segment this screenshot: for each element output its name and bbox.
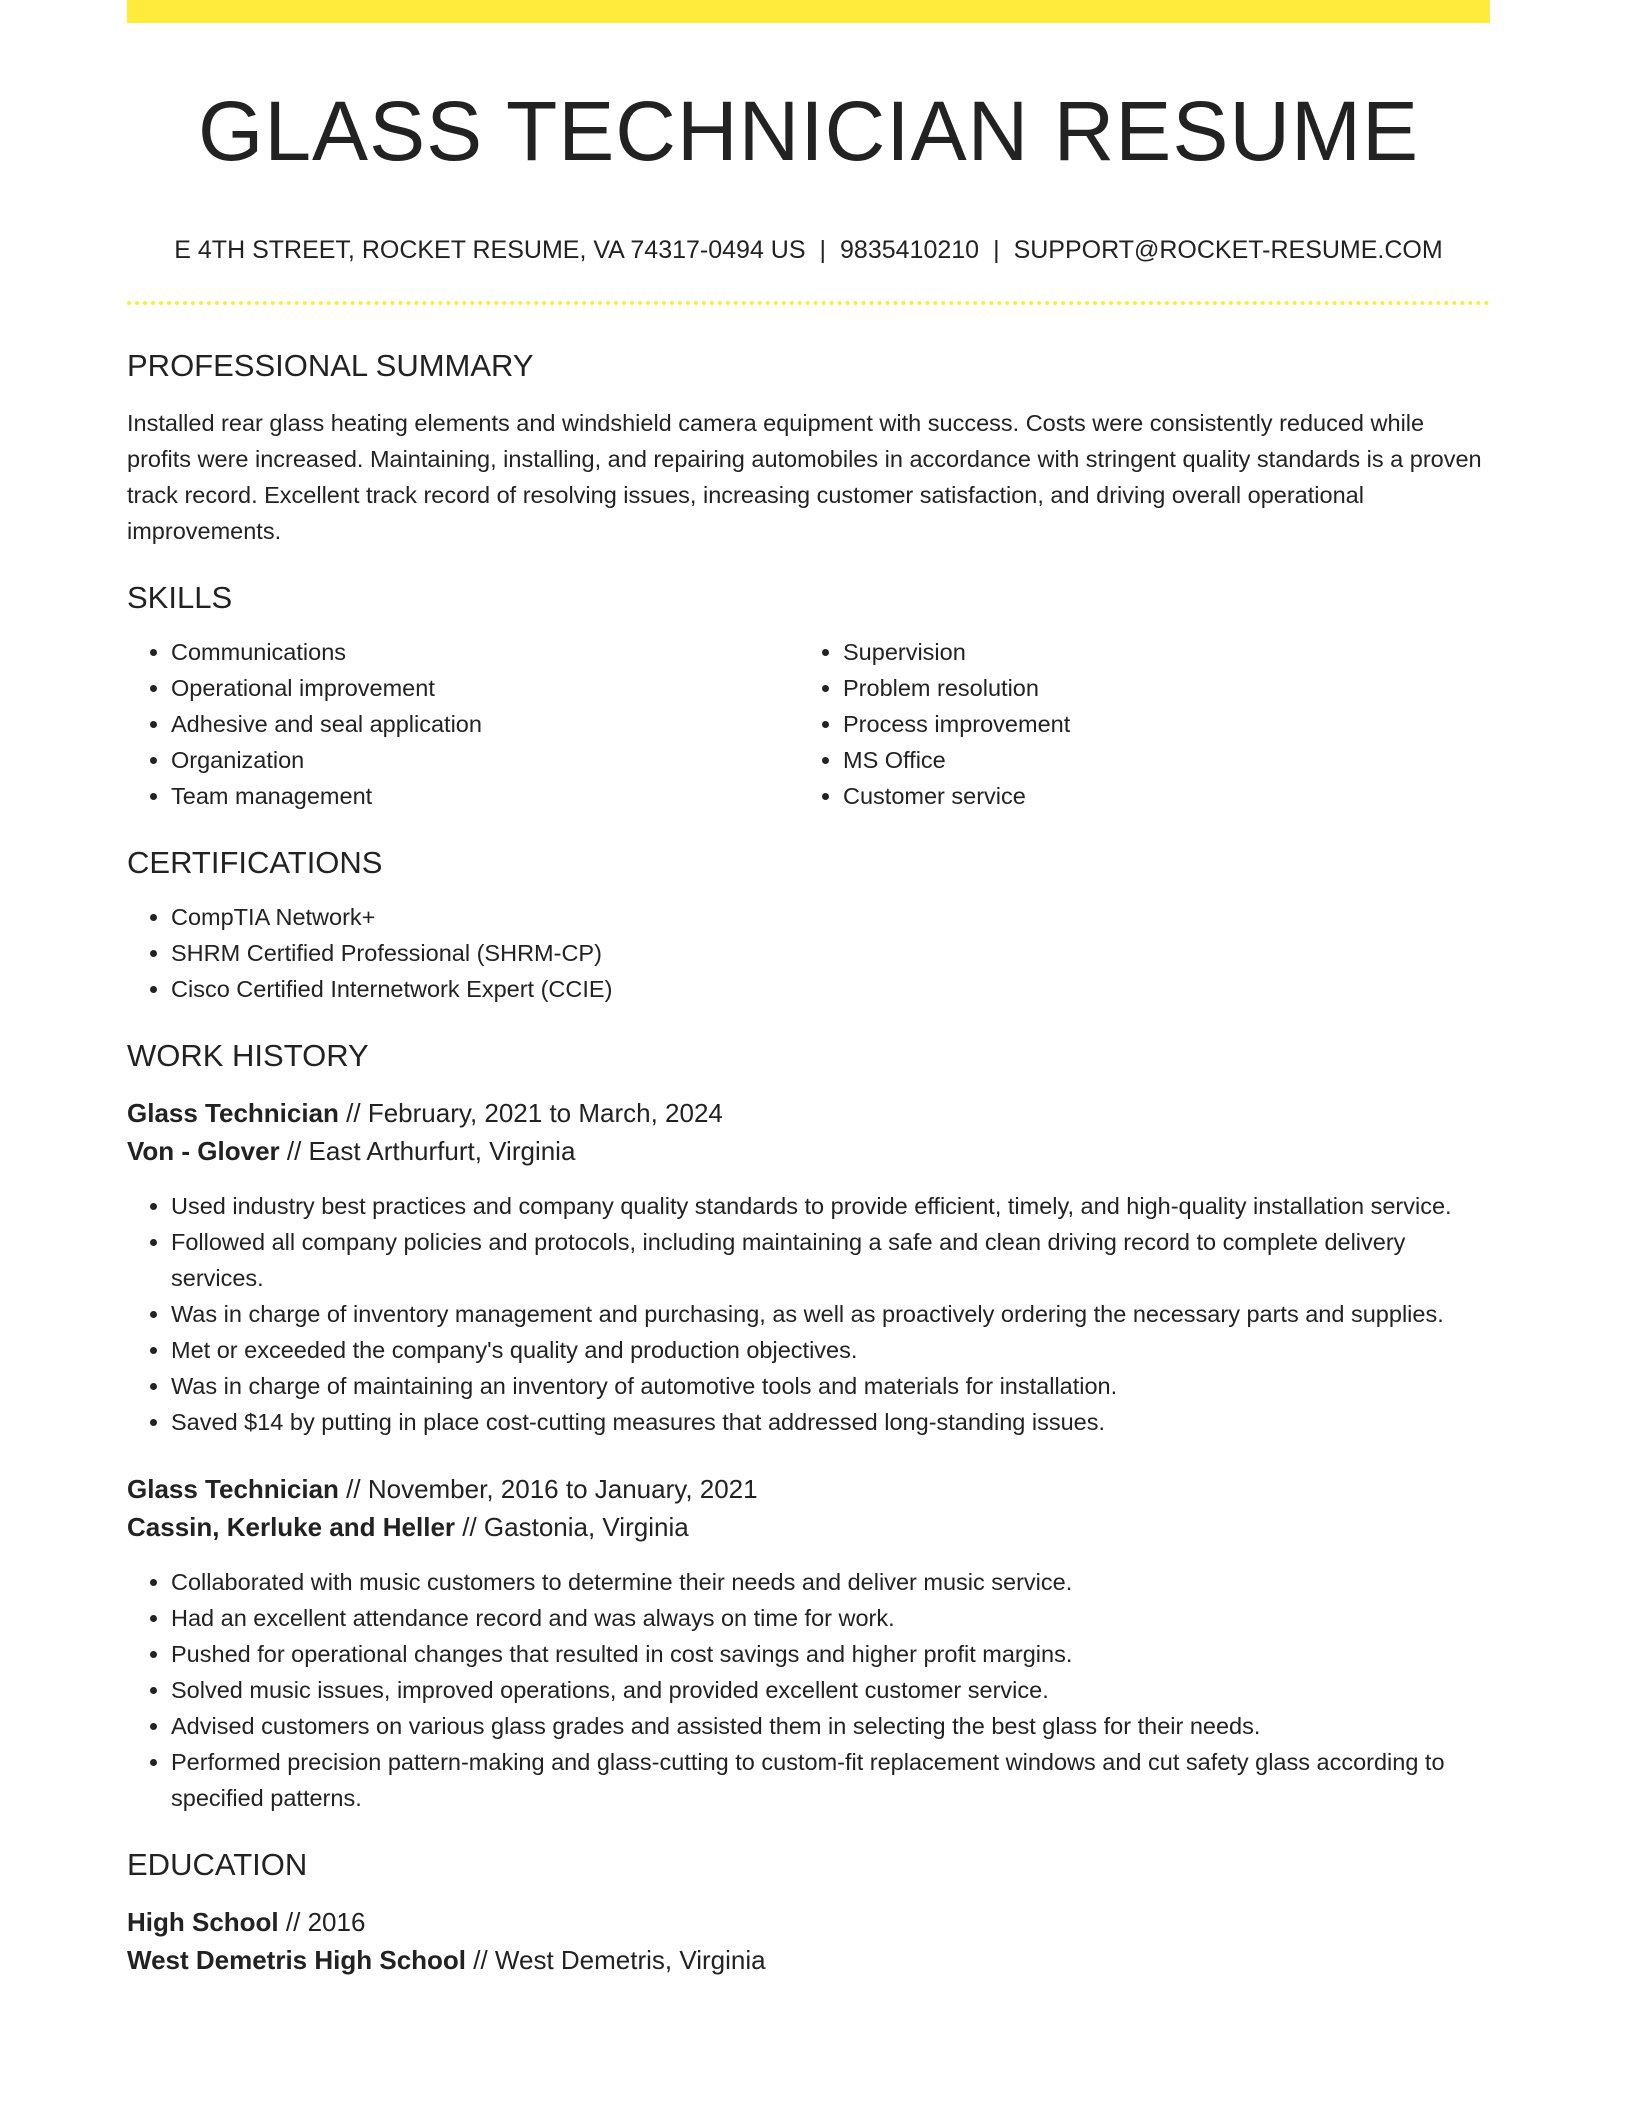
skills-list-left (127, 634, 799, 814)
skill-item: • Organization (171, 742, 799, 778)
education-school-line (127, 1941, 1490, 1979)
job-title: Glass Technician (127, 1474, 339, 1505)
job-title-line (127, 1094, 1490, 1132)
contact-separator: | (819, 236, 827, 265)
job-location: // East Arthurfurt, Virginia (279, 1136, 576, 1167)
education-degree-line (127, 1903, 1490, 1941)
education-year: // 2016 (278, 1907, 366, 1938)
certifications-list (127, 899, 1490, 1007)
summary-heading: PROFESSIONAL SUMMARY (127, 348, 534, 384)
job-bullet: • Performed precision pattern-making and glass-cutting to custom-fit replacement windows and cut safety glass according to specified patterns. (171, 1744, 1490, 1816)
certification-item: • SHRM Certified Professional (SHRM-CP) (171, 935, 1490, 971)
job-bullet: • Followed all company policies and protocols, including maintaining a safe and clean driving record to complete delivery services. (171, 1224, 1490, 1296)
job-company-line (127, 1132, 1490, 1170)
skill-item: • Supervision (843, 634, 1490, 670)
job-dates: // February, 2021 to March, 2024 (338, 1098, 723, 1129)
job-bullet: • Collaborated with music customers to determine their needs and deliver music service. (171, 1564, 1490, 1600)
job-title-line (127, 1470, 1490, 1508)
work-history-heading: WORK HISTORY (127, 1037, 369, 1073)
contact-separator: | (993, 236, 1000, 265)
education-school: West Demetris High School (127, 1945, 467, 1976)
job-company: Von - Glover (127, 1136, 280, 1167)
resume-page (127, 0, 1490, 1979)
skill-item: • Adhesive and seal application (171, 706, 799, 742)
job-title: Glass Technician (127, 1098, 339, 1129)
job-dates: // November, 2016 to January, 2021 (338, 1474, 758, 1505)
job-entry (127, 1470, 1490, 1816)
job-bullet: • Met or exceeded the company's quality and production objectives. (171, 1332, 1490, 1368)
education-heading: EDUCATION (127, 1847, 308, 1883)
skill-item: • Operational improvement (171, 670, 799, 706)
skills-list-right (799, 634, 1490, 814)
certification-item: • Cisco Certified Internetwork Expert (CCIE) (171, 971, 1490, 1007)
skills-heading: SKILLS (127, 579, 233, 615)
education-degree: High School (127, 1907, 279, 1938)
summary-section (127, 347, 1490, 548)
skills-section (127, 579, 1490, 814)
work-history-section (127, 1037, 1490, 1816)
job-header (127, 1094, 1490, 1170)
skills-columns (127, 634, 1490, 814)
skill-item: • Communications (171, 634, 799, 670)
job-bullet: • Had an excellent attendance record and was always on time for work. (171, 1600, 1490, 1636)
job-location: // Gastonia, Virginia (455, 1512, 689, 1543)
job-bullet: • Solved music issues, improved operations, and provided excellent customer service. (171, 1672, 1490, 1708)
job-company: Cassin, Kerluke and Heller (127, 1512, 456, 1543)
contact-phone: 9835410210 (840, 236, 980, 265)
skill-item: • Team management (171, 778, 799, 814)
job-bullet: • Was in charge of inventory management and purchasing, as well as proactively ordering the necessary parts and supplies. (171, 1296, 1490, 1332)
job-bullets (127, 1564, 1490, 1816)
certifications-section (127, 844, 1490, 1007)
skill-item: • Problem resolution (843, 670, 1490, 706)
job-header (127, 1470, 1490, 1546)
contact-email[interactable]: SUPPORT@ROCKET-RESUME.COM (1013, 236, 1443, 265)
job-entry (127, 1094, 1490, 1440)
job-bullet: • Advised customers on various glass grades and assisted them in selecting the best glass for their needs. (171, 1708, 1490, 1744)
summary-text: Installed rear glass heating elements and windshield camera equipment with success. Costs were consistently reduced while profits were increased. Maintaining, installing, and repairing automobiles in accordance with stringent quality standards is a proven track record. Excellent track record of resolving issues, increasing customer satisfaction, and driving overall operational improvements. (127, 409, 1482, 544)
education-section (127, 1846, 1490, 1979)
contact-line (127, 235, 1490, 265)
job-bullet: • Saved $14 by putting in place cost-cutting measures that addressed long-standing issues. (171, 1404, 1490, 1440)
skill-item: • Process improvement (843, 706, 1490, 742)
skill-item: • Customer service (843, 778, 1490, 814)
certifications-heading: CERTIFICATIONS (127, 844, 383, 880)
job-bullets (127, 1188, 1490, 1440)
job-company-line (127, 1508, 1490, 1546)
job-bullet: • Pushed for operational changes that resulted in cost savings and higher profit margins. (171, 1636, 1490, 1672)
education-location: // West Demetris, Virginia (466, 1945, 766, 1976)
job-bullet: • Used industry best practices and company quality standards to provide efficient, timely, and high-quality installation service. (171, 1188, 1490, 1224)
header-divider (127, 301, 1490, 305)
job-bullet: • Was in charge of maintaining an inventory of automotive tools and materials for installation. (171, 1368, 1490, 1404)
top-accent-bar (127, 0, 1490, 23)
skill-item: • MS Office (843, 742, 1490, 778)
resume-title: GLASS TECHNICIAN RESUME (197, 84, 1420, 178)
education-entry (127, 1903, 1490, 1979)
contact-address: E 4TH STREET, ROCKET RESUME, VA 74317-0494 US (174, 236, 806, 265)
certification-item: • CompTIA Network+ (171, 899, 1490, 935)
